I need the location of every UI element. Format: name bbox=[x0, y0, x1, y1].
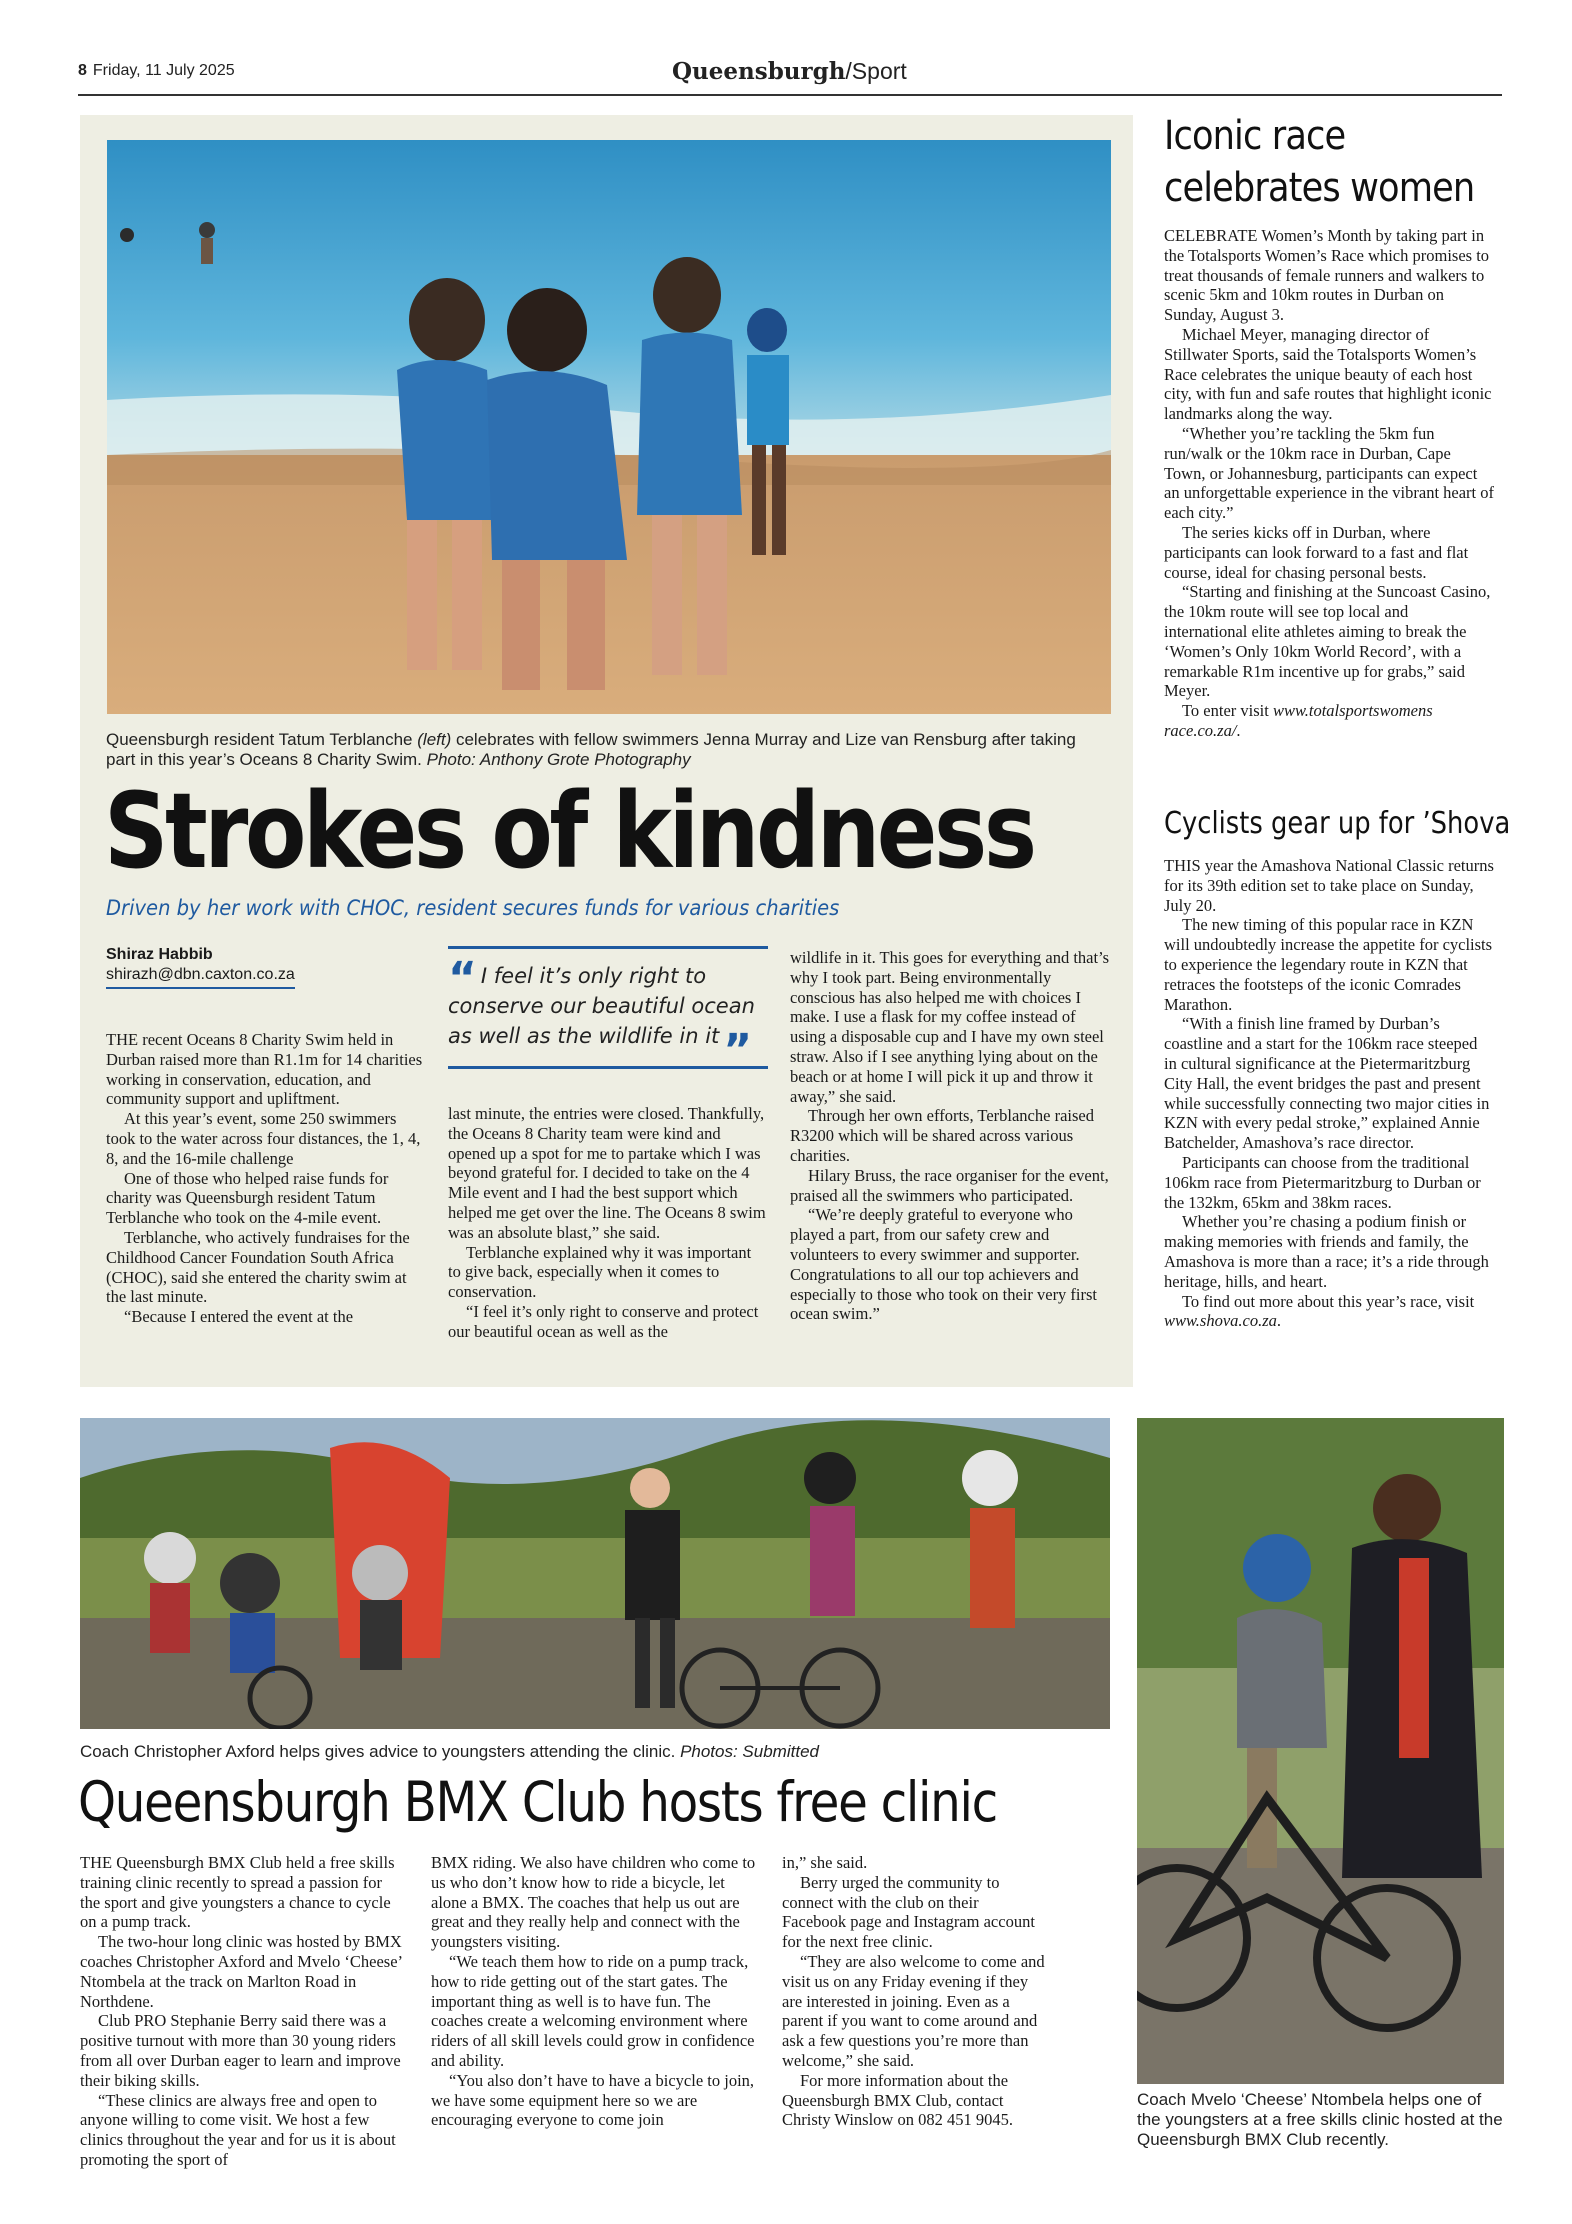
paragraph: “You also don’t have to have a bicycle to join, we have some equipment here so we are encouraging everyone to come join bbox=[431, 2070, 755, 2130]
page-number: 8 bbox=[78, 62, 87, 79]
shova-headline: Cyclists gear up for ’Shova bbox=[1164, 806, 1511, 841]
open-quote-mark: “ bbox=[448, 953, 477, 1004]
issue-date: Friday, 11 July 2025 bbox=[92, 62, 235, 79]
bmx-column-1 bbox=[80, 1853, 406, 2170]
main-headline: Strokes of kindness bbox=[104, 770, 1034, 892]
paragraph: Club PRO Stephanie Berry said there was a positive turnout with more than 30 young riders from all over Durban eager to learn and improve their biking skills. bbox=[80, 2011, 401, 2090]
bmx-group-caption bbox=[80, 1742, 819, 1762]
paragraph: Hilary Bruss, the race organiser for the event, praised all the swimmers who participated. bbox=[790, 1165, 1109, 1205]
paragraph: Michael Meyer, managing director of Stillwater Sports, said the Totalsports Women’s Race celebrates the unique beauty of each host city, with fun and safe routes that highlight iconic landmarks along the way. bbox=[1164, 324, 1492, 424]
paragraph: Whether you’re chasing a podium finish or making memories with friends and family, the Amashova is more than a race; it’s a ride through heritage, hills, and heart. bbox=[1164, 1212, 1489, 1291]
paragraph: Participants can choose from the traditional 106km race from Pietermaritzburg to Durban or the 132km, 65km and 38km races. bbox=[1164, 1152, 1481, 1212]
feature-column-3 bbox=[790, 948, 1110, 1324]
paragraph: CELEBRATE Women’s Month by taking part in the Totalsports Women’s Race which promises to treat thousands of female runners and walkers to scenic 5km and 10km routes in Durban on Sunday, August 3. bbox=[1164, 226, 1490, 325]
paragraph: BMX riding. We also have children who come to us who don’t know how to ride a bicycle, let alone a BMX. The coaches that help us out are great and they really help and connect with the youngsters visiting. bbox=[431, 1853, 756, 1952]
page-date-line bbox=[78, 62, 235, 80]
paragraph: wildlife in it. This goes for everything and that’s why I took part. Being environmentally conscious has also helped me with choices I make. I use a flask for my coffee instead of using a disposable cup and I have my own steel straw. Also if I see anything lying about on the beach or at home I will pick it up and throw it away,” she said. bbox=[790, 948, 1110, 1106]
caption-text-2: celebrates with fellow swimmers Jenna Murray and Lize van Rensburg after taking part in this year’s Oceans 8 Charity Swim. bbox=[106, 730, 1076, 769]
bmx-coach-photo bbox=[1137, 1418, 1504, 2084]
paragraph: “Starting and finishing at the Suncoast Casino, the 10km route will see top local and international elite athletes aiming to break the ‘Women’s Only 10km World Record’, with a remarkable R1m incentive up for grabs,” said Meyer. bbox=[1164, 582, 1491, 701]
caption-text-1: Queensburgh resident Tatum Terblanche bbox=[106, 730, 413, 749]
bmx-headline: Queensburgh BMX Club hosts free clinic bbox=[78, 1770, 997, 1834]
paragraph: Through her own efforts, Terblanche raised R3200 which will be shared across various charities. bbox=[790, 1106, 1094, 1165]
headline-line: celebrates women bbox=[1164, 165, 1475, 211]
paragraph: “We’re deeply grateful to everyone who played a part, from our safety crew and volunteers to every swimmer and supporter. Congratulations to all our top achievers and especially to those who took on their very first ocean swim.” bbox=[790, 1205, 1098, 1324]
paragraph: “We teach them how to ride on a pump track, how to ride getting out of the start gates. The important thing as well is to have fun. The coaches create a welcoming environment where riders of all skill levels could grow in confidence and ability. bbox=[431, 1951, 755, 2070]
paragraph bbox=[1164, 1292, 1494, 1332]
photo-credit: Photos: Submitted bbox=[680, 1742, 819, 1761]
iconic-race-headline bbox=[1164, 110, 1481, 214]
feature-column-2 bbox=[448, 1104, 766, 1342]
paragraph: Terblanche, who actively fundraises for the Childhood Cancer Foundation South Africa (CHOC), said she entered the charity swim at the last minute. bbox=[106, 1227, 410, 1307]
beach-swimmers-photo bbox=[107, 140, 1111, 714]
paragraph: At this year’s event, some 250 swimmers took to the water across four distances, the 1, 4, 8, and the 16-mile challenge bbox=[106, 1109, 421, 1168]
paragraph: “With a finish line framed by Durban’s coastline and a start for the 106km race steeped in cultural significance at the Pietermaritzburg City Hall, the event bridges the past and present while successfully connecting two major cities in KZN with every pedal stroke,” explained Annie Batchelder, Amashova’s race director. bbox=[1164, 1014, 1490, 1153]
totalsports-link[interactable]: www.totalsportswomens race.co.za/ bbox=[1164, 701, 1433, 740]
paragraph: For more information about the Queensburgh BMX Club, contact Christy Winslow on 082 451 9045. bbox=[782, 2070, 1013, 2130]
text: To enter visit bbox=[1182, 701, 1273, 721]
photo-credit: Photo: Anthony Grote Photography bbox=[426, 750, 691, 769]
caption-text: Coach Christopher Axford helps gives advice to youngsters attending the clinic. bbox=[80, 1742, 681, 1761]
pull-quote bbox=[448, 946, 768, 1076]
masthead bbox=[672, 58, 907, 85]
bmx-side-caption: Coach Mvelo ‘Cheese’ Ntombela helps one of the youngsters at a free skills clinic hosted at the Queensburgh BMX Club recently. bbox=[1137, 2090, 1503, 2149]
paragraph bbox=[1164, 701, 1494, 741]
paragraph: “These clinics are always free and open to anyone willing to come visit. We host a few clinics throughout the year and for us it is about promoting the sport of bbox=[80, 2090, 396, 2169]
close-quote-mark: ” bbox=[723, 1025, 753, 1076]
paragraph: “Whether you’re tackling the 5km fun run/walk or the 10km race in Durban, Cape Town, or Johannesburg, participants can expect an unforgettable experience in the vibrant heart of each city.” bbox=[1164, 423, 1495, 523]
bmx-group-photo bbox=[80, 1418, 1110, 1729]
paragraph: “They are also welcome to come and visit us on any Friday evening if they are interested in joining. Even as a parent if you want to come around and ask a few questions you’re more than welcome,” she said. bbox=[782, 1951, 1045, 2070]
headline-line: Iconic race bbox=[1164, 113, 1346, 159]
paragraph: THE Queensburgh BMX Club held a free skills training clinic recently to spread a passion for the sport and give youngsters a chance to cycle on a pump track. bbox=[80, 1853, 395, 1932]
pull-quote-text: I feel it’s only right to conserve our beautiful ocean as well as the wildlife in it bbox=[448, 964, 755, 1048]
shova-link[interactable]: www.shova.co.za bbox=[1164, 1311, 1277, 1331]
iconic-race-body bbox=[1164, 226, 1494, 741]
publication-name: Queensburgh bbox=[672, 58, 846, 85]
feature-column-1 bbox=[106, 1030, 424, 1327]
section-name: /Sport bbox=[845, 58, 907, 84]
paragraph: The new timing of this popular race in KZN will undoubtedly increase the appetite for cyclists to experience the legendary route in KZN that retraces the footsteps of the iconic Comrades Marathon. bbox=[1164, 915, 1493, 1014]
text: . bbox=[1276, 1311, 1282, 1331]
paragraph: Terblanche explained why it was important to give back, especially when it comes to conservation. bbox=[448, 1242, 752, 1302]
byline-name: Shiraz Habbib bbox=[106, 946, 213, 963]
standfirst: Driven by her work with CHOC, resident secures funds for various charities bbox=[106, 896, 840, 920]
byline-email[interactable]: shirazh@dbn.caxton.co.za bbox=[106, 966, 295, 989]
paragraph: The two-hour long clinic was hosted by BMX coaches Christopher Axford and Mvelo ‘Cheese’ Ntombela at the track on Marlton Road in Northdene. bbox=[80, 1932, 402, 2011]
header-rule bbox=[78, 94, 1502, 96]
text: To find out more about this year’s race, visit bbox=[1182, 1291, 1475, 1311]
paragraph: last minute, the entries were closed. Thankfully, the Oceans 8 Charity team were kind and opened up a spot for me to partake which I was beyond grateful for. I decided to take on the 4 Mile event and I had the best support which helped me get over the line. The Oceans 8 swim was an absolute blast,” she said. bbox=[448, 1104, 766, 1242]
shova-body bbox=[1164, 856, 1494, 1331]
paragraph: The series kicks off in Durban, where participants can look forward to a fast and flat course, ideal for chasing personal bests. bbox=[1164, 522, 1469, 582]
caption-left-tag: (left) bbox=[417, 730, 452, 749]
paragraph: in,” she said. bbox=[782, 1853, 868, 1872]
paragraph: One of those who helped raise funds for charity was Queensburgh resident Tatum Terblanche who took on the 4-mile event. bbox=[106, 1168, 389, 1228]
bmx-column-3 bbox=[782, 1853, 1046, 2130]
beach-photo-caption bbox=[106, 730, 1106, 770]
paragraph: “I feel it’s only right to conserve and protect our beautiful ocean as well as the bbox=[448, 1301, 759, 1341]
paragraph: THE recent Oceans 8 Charity Swim held in Durban raised more than R1.1m for 14 charities working in conservation, education, and community support and upliftment. bbox=[106, 1030, 423, 1109]
paragraph: THIS year the Amashova National Classic returns for its 39th edition set to take place on Sunday, July 20. bbox=[1164, 856, 1494, 915]
bmx-column-2 bbox=[431, 1853, 757, 2130]
text: . bbox=[1236, 720, 1241, 740]
paragraph: “Because I entered the event at the bbox=[124, 1307, 354, 1327]
paragraph: Berry urged the community to connect with the club on their Facebook page and Instagram account for the next free clinic. bbox=[782, 1872, 1035, 1952]
